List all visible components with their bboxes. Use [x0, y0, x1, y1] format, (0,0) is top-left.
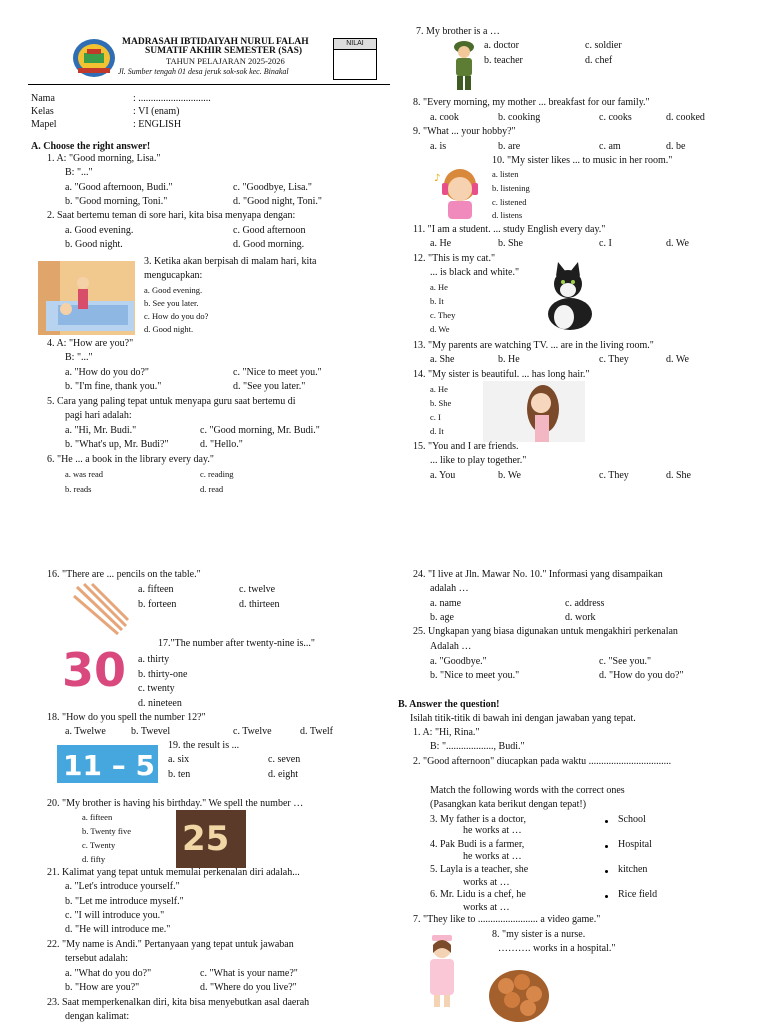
q22-option-a[interactable]: a. "What do you do?"	[65, 968, 152, 979]
q6-option-a[interactable]: a. was read	[65, 469, 103, 479]
q24-question: 24. "I live at Jln. Mawar No. 10." Informasi yang disampaikan	[413, 569, 663, 580]
identity-subject-value: : ENGLISH	[133, 119, 182, 130]
q24-option-c[interactable]: c. address	[565, 598, 605, 609]
q12-option-d[interactable]: d. We	[430, 324, 450, 334]
q25-option-c[interactable]: c. "See you."	[599, 656, 652, 667]
nurse-illustration	[418, 933, 468, 1009]
q13-option-a[interactable]: a. She	[430, 354, 455, 365]
q4-option-c[interactable]: c. "Nice to meet you."	[233, 367, 322, 378]
q6-option-d[interactable]: d. read	[200, 484, 224, 494]
q4-question: 4. A: "How are you?"	[47, 338, 134, 349]
q20-option-a[interactable]: a. fifteen	[82, 812, 113, 822]
q5-option-a[interactable]: a. "Hi, Mr. Budi."	[65, 425, 137, 436]
q17-option-c[interactable]: c. twenty	[138, 683, 175, 694]
soldier-illustration	[450, 40, 478, 92]
q4-option-b[interactable]: b. "I'm fine, thank you."	[65, 381, 162, 392]
q9-option-a[interactable]: a. is	[430, 141, 447, 152]
q1-option-b[interactable]: b. "Good morning, Toni."	[65, 196, 168, 207]
q12-option-b[interactable]: b. It	[430, 296, 444, 306]
b6-question-cont: works at …	[463, 902, 510, 913]
subtraction-illustration	[57, 745, 158, 783]
b1-question: 1. A: "Hi, Rina."	[413, 727, 480, 738]
identity-class-label: Kelas	[31, 106, 54, 117]
q22-option-c[interactable]: c. "What is your name?"	[200, 968, 298, 979]
b5-question-cont: works at …	[463, 877, 510, 888]
q11-option-a[interactable]: a. He	[430, 238, 452, 249]
match-option-rice-field[interactable]: Rice field	[618, 889, 658, 900]
q22-option-b[interactable]: b. "How are you?"	[65, 982, 140, 993]
q25-option-b[interactable]: b. "Nice to meet you."	[430, 670, 520, 681]
q5-option-c[interactable]: c. "Good morning, Mr. Budi."	[200, 425, 320, 436]
score-label: NILAI	[334, 39, 376, 50]
identity-subject-label: Mapel	[31, 119, 57, 130]
q22-option-d[interactable]: d. "Where do you live?"	[200, 982, 297, 993]
q9-option-b[interactable]: b. are	[498, 141, 521, 152]
q10-question: 10. "My sister likes ... to music in her room."	[492, 155, 673, 166]
q1-question: 1. A: "Good morning, Lisa."	[47, 153, 161, 164]
number-thirty-illustration	[60, 640, 132, 698]
section-b-instruction: Isilah titik-titik di bawah ini dengan jawaban yang tepat.	[410, 713, 636, 724]
school-address: Jl. Sumber tengah 01 desa jeruk sok-sok kec. Binakal	[118, 67, 289, 76]
q1-option-d[interactable]: d. "Good night, Toni."	[233, 196, 322, 207]
q8-option-a[interactable]: a. cook	[430, 112, 459, 123]
q17-option-a[interactable]: a. thirty	[138, 654, 170, 665]
q16-option-b[interactable]: b. forteen	[138, 599, 177, 610]
b6-question: 6. Mr. Lidu is a chef, he	[430, 889, 526, 900]
q17-option-b[interactable]: b. thirty-one	[138, 669, 188, 680]
q3-question: 3. Ketika akan berpisah di malam hari, kita	[144, 256, 317, 267]
q16-option-a[interactable]: a. fifteen	[138, 584, 174, 595]
match-option-school[interactable]: School	[618, 814, 646, 825]
q6-question: 6. "He ... a book in the library every day."	[47, 454, 214, 465]
q25-option-a[interactable]: a. "Goodbye."	[430, 656, 487, 667]
q3-option-a[interactable]: a. Good evening.	[144, 285, 203, 295]
q24-option-a[interactable]: a. name	[430, 598, 462, 609]
q20-option-d[interactable]: d. fifty	[82, 854, 106, 864]
q10-option-d[interactable]: d. listens	[492, 210, 523, 220]
q21-question: 21. Kalimat yang tepat untuk memulai perkenalan diri adalah...	[47, 867, 300, 878]
b8-question-cont[interactable]: ………. works in a hospital."	[498, 943, 616, 954]
q12-question-cont: ... is black and white."	[430, 267, 520, 278]
q21-option-c[interactable]: c. "I will introduce you."	[65, 910, 165, 921]
q13-option-b[interactable]: b. He	[498, 354, 520, 365]
b5-question: 5. Layla is a teacher, she	[430, 864, 529, 875]
b1-answer-line[interactable]: B: "..................., Budi."	[430, 741, 525, 752]
q22-question: 22. "My name is Andi." Pertanyaan yang tepat untuk jawaban	[47, 939, 294, 950]
match-bullet-1	[605, 820, 608, 823]
q17-option-d[interactable]: d. nineteen	[138, 698, 182, 709]
q22-question-cont: tersebut adalah:	[65, 953, 129, 964]
q5-question: 5. Cara yang paling tepat untuk menyapa guru saat bertemu di	[47, 396, 296, 407]
q1-option-c[interactable]: c. "Goodbye, Lisa."	[233, 182, 312, 193]
q3-option-b[interactable]: b. See you later.	[144, 298, 199, 308]
number-thirty-text: 30	[62, 643, 127, 697]
identity-class-value: : VI (enam)	[133, 106, 180, 117]
q15-option-a[interactable]: a. You	[430, 470, 456, 481]
exam-title: SUMATIF AKHIR SEMESTER (SAS)	[145, 46, 303, 56]
q12-question: 12. "This is my cat."	[413, 253, 496, 264]
q11-question: 11. "I am a student. ... study English every day."	[413, 224, 606, 235]
match-bullet-4	[605, 895, 608, 898]
q19-option-b[interactable]: b. ten	[168, 769, 191, 780]
q20-question: 20. "My brother is having his birthday." We spell the number …	[47, 798, 304, 809]
q24-option-b[interactable]: b. age	[430, 612, 454, 623]
match-bullet-2	[605, 845, 608, 848]
q1-option-a[interactable]: a. "Good afternoon, Budi."	[65, 182, 173, 193]
q19-option-d[interactable]: d. eight	[268, 769, 298, 780]
girl-headphones-illustration	[430, 163, 485, 220]
birthday-candles-illustration	[176, 810, 246, 868]
q2-option-d[interactable]: d. Good morning.	[233, 239, 305, 250]
q6-option-b[interactable]: b. reads	[65, 484, 92, 494]
q13-option-d[interactable]: d. We	[666, 354, 689, 365]
q3-option-c[interactable]: c. How do you do?	[144, 311, 209, 321]
q7-option-c[interactable]: c. soldier	[585, 40, 622, 51]
q7-option-d[interactable]: d. chef	[585, 55, 613, 66]
school-logo	[72, 38, 116, 78]
q6-option-c[interactable]: c. reading	[200, 469, 234, 479]
q13-question: 13. "My parents are watching TV. ... are in the living room."	[413, 340, 654, 351]
q15-option-d[interactable]: d. She	[666, 470, 691, 481]
q18-option-d[interactable]: d. Twelf	[300, 726, 333, 737]
q18-option-c[interactable]: c. Twelve	[233, 726, 272, 737]
q8-option-d[interactable]: d. cooked	[666, 112, 705, 123]
q18-option-a[interactable]: a. Twelwe	[65, 726, 106, 737]
q18-option-b[interactable]: b. Twevel	[131, 726, 171, 737]
b8-question: 8. "my sister is a nurse.	[492, 929, 586, 940]
q8-question: 8. "Every morning, my mother ... breakfast for our family."	[413, 97, 650, 108]
q5-option-d[interactable]: d. "Hello."	[200, 439, 243, 450]
match-option-hospital[interactable]: Hospital	[618, 839, 652, 850]
q2-option-a[interactable]: a. Good evening.	[65, 225, 134, 236]
svg-text:♪: ♪	[434, 173, 441, 184]
q16-question: 16. "There are ... pencils on the table."	[47, 569, 201, 580]
b7-question[interactable]: 7. "They like to ........................ a video game."	[413, 914, 601, 925]
q13-option-c[interactable]: c. They	[599, 354, 629, 365]
bedroom-illustration	[38, 261, 135, 335]
q14-option-d[interactable]: d. It	[430, 426, 444, 436]
eggs-basket-illustration	[488, 966, 550, 1024]
q20-option-c[interactable]: c. Twenty	[82, 840, 116, 850]
school-name: MADRASAH IBTIDAIYAH NURUL FALAH	[122, 37, 309, 47]
q23-question-cont: dengan kalimat:	[65, 1011, 130, 1022]
q15-question: 15. "You and I are friends.	[413, 441, 519, 452]
q2-option-b[interactable]: b. Good night.	[65, 239, 123, 250]
q14-option-c[interactable]: c. I	[430, 412, 441, 422]
q9-option-d[interactable]: d. be	[666, 141, 686, 152]
q14-option-a[interactable]: a. He	[430, 384, 448, 394]
school-year: TAHUN PELAJARAN 2025-2026	[166, 56, 285, 66]
match-instruction: Match the following words with the correct ones	[430, 785, 625, 796]
q9-question: 9. "What ... your hobby?"	[413, 126, 516, 137]
q25-question: 25. Ungkapan yang biasa digunakan untuk mengakhiri perkenalan	[413, 626, 678, 637]
q25-question-cont: Adalah …	[430, 641, 472, 652]
q4-option-d[interactable]: d. "See you later."	[233, 381, 306, 392]
q5-question-cont: pagi hari adalah:	[65, 410, 132, 421]
b3-question-cont: he works at …	[463, 825, 522, 836]
q15-option-c[interactable]: c. They	[599, 470, 629, 481]
q7-option-b[interactable]: b. teacher	[484, 55, 523, 66]
q14-question: 14. "My sister is beautiful. ... has long hair."	[413, 369, 590, 380]
pencils-illustration	[72, 582, 132, 638]
q10-option-a[interactable]: a. listen	[492, 169, 519, 179]
q12-option-a[interactable]: a. He	[430, 282, 448, 292]
q24-option-d[interactable]: d. work	[565, 612, 596, 623]
q2-option-c[interactable]: c. Good afternoon	[233, 225, 306, 236]
b4-question-cont: he works at …	[463, 851, 522, 862]
b4-question: 4. Pak Budi is a farmer,	[430, 839, 525, 850]
q15-option-b[interactable]: b. We	[498, 470, 521, 481]
q9-option-c[interactable]: c. am	[599, 141, 621, 152]
q25-option-d[interactable]: d. "How do you do?"	[599, 670, 684, 681]
match-instruction-id: (Pasangkan kata berikut dengan tepat!)	[430, 799, 587, 810]
long-hair-girl-illustration	[483, 381, 585, 442]
cat-illustration	[540, 262, 598, 334]
q11-option-b[interactable]: b. She	[498, 238, 523, 249]
q4-option-a[interactable]: a. "How do you do?"	[65, 367, 149, 378]
section-a-title: A. Choose the right answer!	[31, 141, 151, 152]
q12-option-c[interactable]: c. They	[430, 310, 456, 320]
q11-option-c[interactable]: c. I	[599, 238, 612, 249]
q17-question: 17."The number after twenty-nine is..."	[158, 638, 316, 649]
q3-option-d[interactable]: d. Good night.	[144, 324, 194, 334]
q16-option-c[interactable]: c. twelve	[239, 584, 276, 595]
match-option-kitchen[interactable]: kitchen	[618, 864, 648, 875]
q15-question-cont: ... like to play together."	[430, 455, 527, 466]
b3-question: 3. My father is a doctor,	[430, 814, 526, 825]
q21-option-a[interactable]: a. "Let's introduce yourself."	[65, 881, 180, 892]
header-divider	[28, 84, 390, 85]
candles-text: 25	[182, 819, 230, 859]
q8-option-c[interactable]: c. cooks	[599, 112, 632, 123]
q16-option-d[interactable]: d. thirteen	[239, 599, 280, 610]
q8-option-b[interactable]: b. cooking	[498, 112, 541, 123]
q7-option-a[interactable]: a. doctor	[484, 40, 519, 51]
q7-question: 7. My brother is a …	[416, 26, 500, 37]
identity-name-label: Nama	[31, 93, 55, 104]
q5-option-b[interactable]: b. "What's up, Mr. Budi?"	[65, 439, 169, 450]
q21-option-b[interactable]: b. "Let me introduce myself."	[65, 896, 184, 907]
subtraction-text: 11 – 5	[63, 749, 155, 782]
q18-question: 18. "How do you spell the number 12?"	[47, 712, 206, 723]
q2-question: 2. Saat bertemu teman di sore hari, kita bisa menyapa dengan:	[47, 210, 296, 221]
q19-option-a[interactable]: a. six	[168, 754, 190, 765]
q1-dialog-b: B: "..."	[65, 167, 93, 178]
identity-name-value[interactable]: : .............................	[133, 93, 211, 104]
q24-question-cont: adalah …	[430, 583, 469, 594]
q3-question-cont: mengucapkan:	[144, 270, 203, 281]
b2-question[interactable]: 2. "Good afternoon" diucapkan pada waktu .................................	[413, 756, 672, 767]
q19-question: 19. the result is ...	[168, 740, 240, 751]
match-bullet-3	[605, 870, 608, 873]
section-b-title: B. Answer the question!	[398, 699, 500, 710]
q10-option-b[interactable]: b. listening	[492, 183, 530, 193]
q10-option-c[interactable]: c. listened	[492, 197, 527, 207]
q4-dialog-b: B: "..."	[65, 352, 93, 363]
q14-option-b[interactable]: b. She	[430, 398, 452, 408]
q11-option-d[interactable]: d. We	[666, 238, 689, 249]
q19-option-c[interactable]: c. seven	[268, 754, 301, 765]
q23-question: 23. Saat memperkenalkan diri, kita bisa menyebutkan asal daerah	[47, 997, 310, 1008]
score-box[interactable]	[333, 38, 377, 80]
q20-option-b[interactable]: b. Twenty five	[82, 826, 132, 836]
q21-option-d[interactable]: d. "He will introduce me."	[65, 924, 171, 935]
